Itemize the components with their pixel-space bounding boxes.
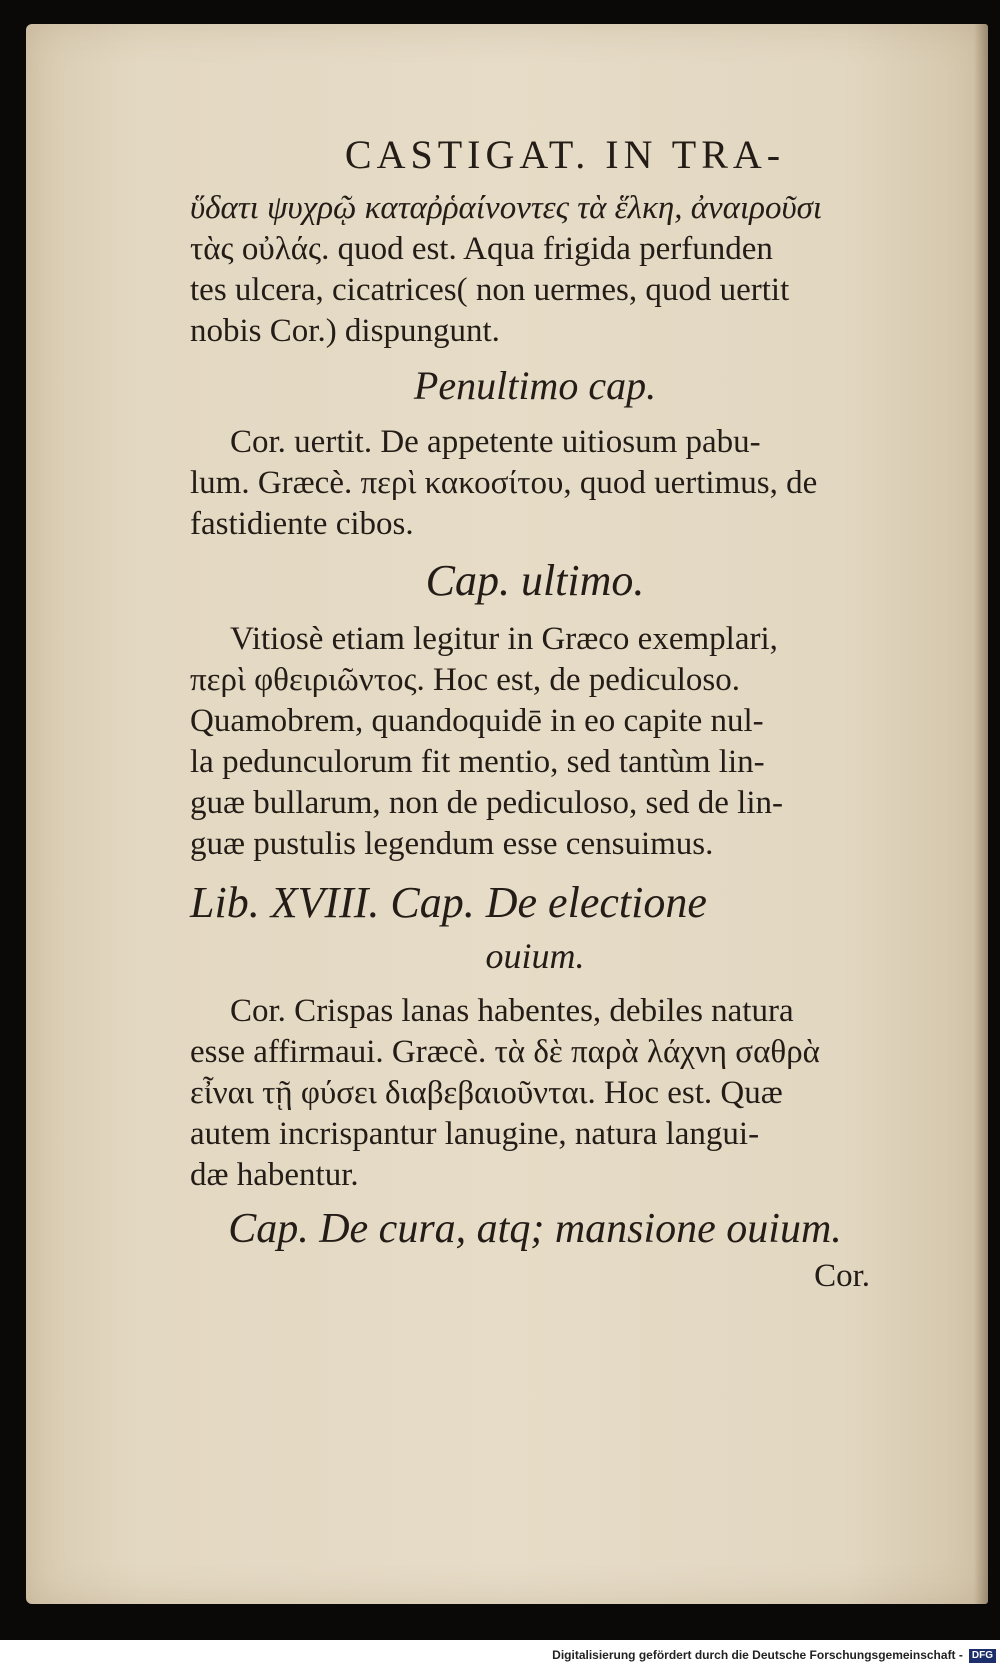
text-line: Quamobrem, quandoquidē in eo capite nul- (190, 703, 764, 739)
running-head: CASTIGAT. IN TRA- (344, 132, 786, 177)
digitization-credit: Digitalisierung gefördert durch die Deutsche Forschungsgemeinschaft - (552, 1648, 963, 1662)
book-heading: Lib. XVIII. Cap. De electione (190, 878, 707, 927)
text-line: fastidiente cibos. (190, 506, 414, 542)
text-line: guæ bullarum, non de pediculoso, sed de lin- (190, 785, 783, 821)
greek-line: ὕδατι ψυχρῷ καταῤῥαίνοντες τὰ ἕλκη, ἀναιροῦσι (190, 190, 823, 226)
text-line: τὰς οὐλάς. quod est. Aqua frigida perfunden (190, 231, 773, 267)
text-line: Cor. Crispas lanas habentes, debiles natura (230, 993, 794, 1029)
book-heading-continued: ouium. (485, 936, 585, 976)
text-line: esse affirmaui. Græcè. τὰ δὲ παρὰ λάχνη σαθρὰ (190, 1034, 820, 1070)
page-text (190, 130, 880, 1296)
text-line: περὶ φθειριῶντος. Hoc est, de pediculoso. (190, 662, 741, 698)
catchword: Cor. (814, 1258, 870, 1294)
text-line: Cor. uertit. De appetente uitiosum pabu- (230, 424, 761, 460)
text-line: εἶναι τῇ φύσει διαβεβαιοῦνται. Hoc est. Quæ (190, 1075, 783, 1111)
section-heading: Cap. ultimo. (425, 556, 645, 605)
text-line: Vitiosè etiam legitur in Græco exemplari, (230, 621, 778, 657)
page-edge-shadow (974, 24, 988, 1604)
text-line: dæ habentur. (190, 1157, 359, 1193)
dfg-logo-icon: DFG (969, 1649, 996, 1663)
text-line: la pedunculorum fit mentio, sed tantùm lin- (190, 744, 765, 780)
section-heading: Cap. De cura, atq; mansione ouium. (228, 1206, 842, 1252)
text-line: autem incrispantur lanugine, natura langui- (190, 1116, 760, 1152)
text-line: nobis Cor.) dispungunt. (190, 313, 500, 349)
section-heading: Penultimo cap. (413, 363, 657, 408)
text-line: tes ulcera, cicatrices( non uermes, quod uertit (190, 272, 790, 308)
digitization-footer (0, 1640, 1000, 1671)
text-line: guæ pustulis legendum esse censuimus. (190, 826, 714, 862)
text-line: lum. Græcè. περὶ κακοσίτου, quod uertimus, de (190, 465, 818, 501)
